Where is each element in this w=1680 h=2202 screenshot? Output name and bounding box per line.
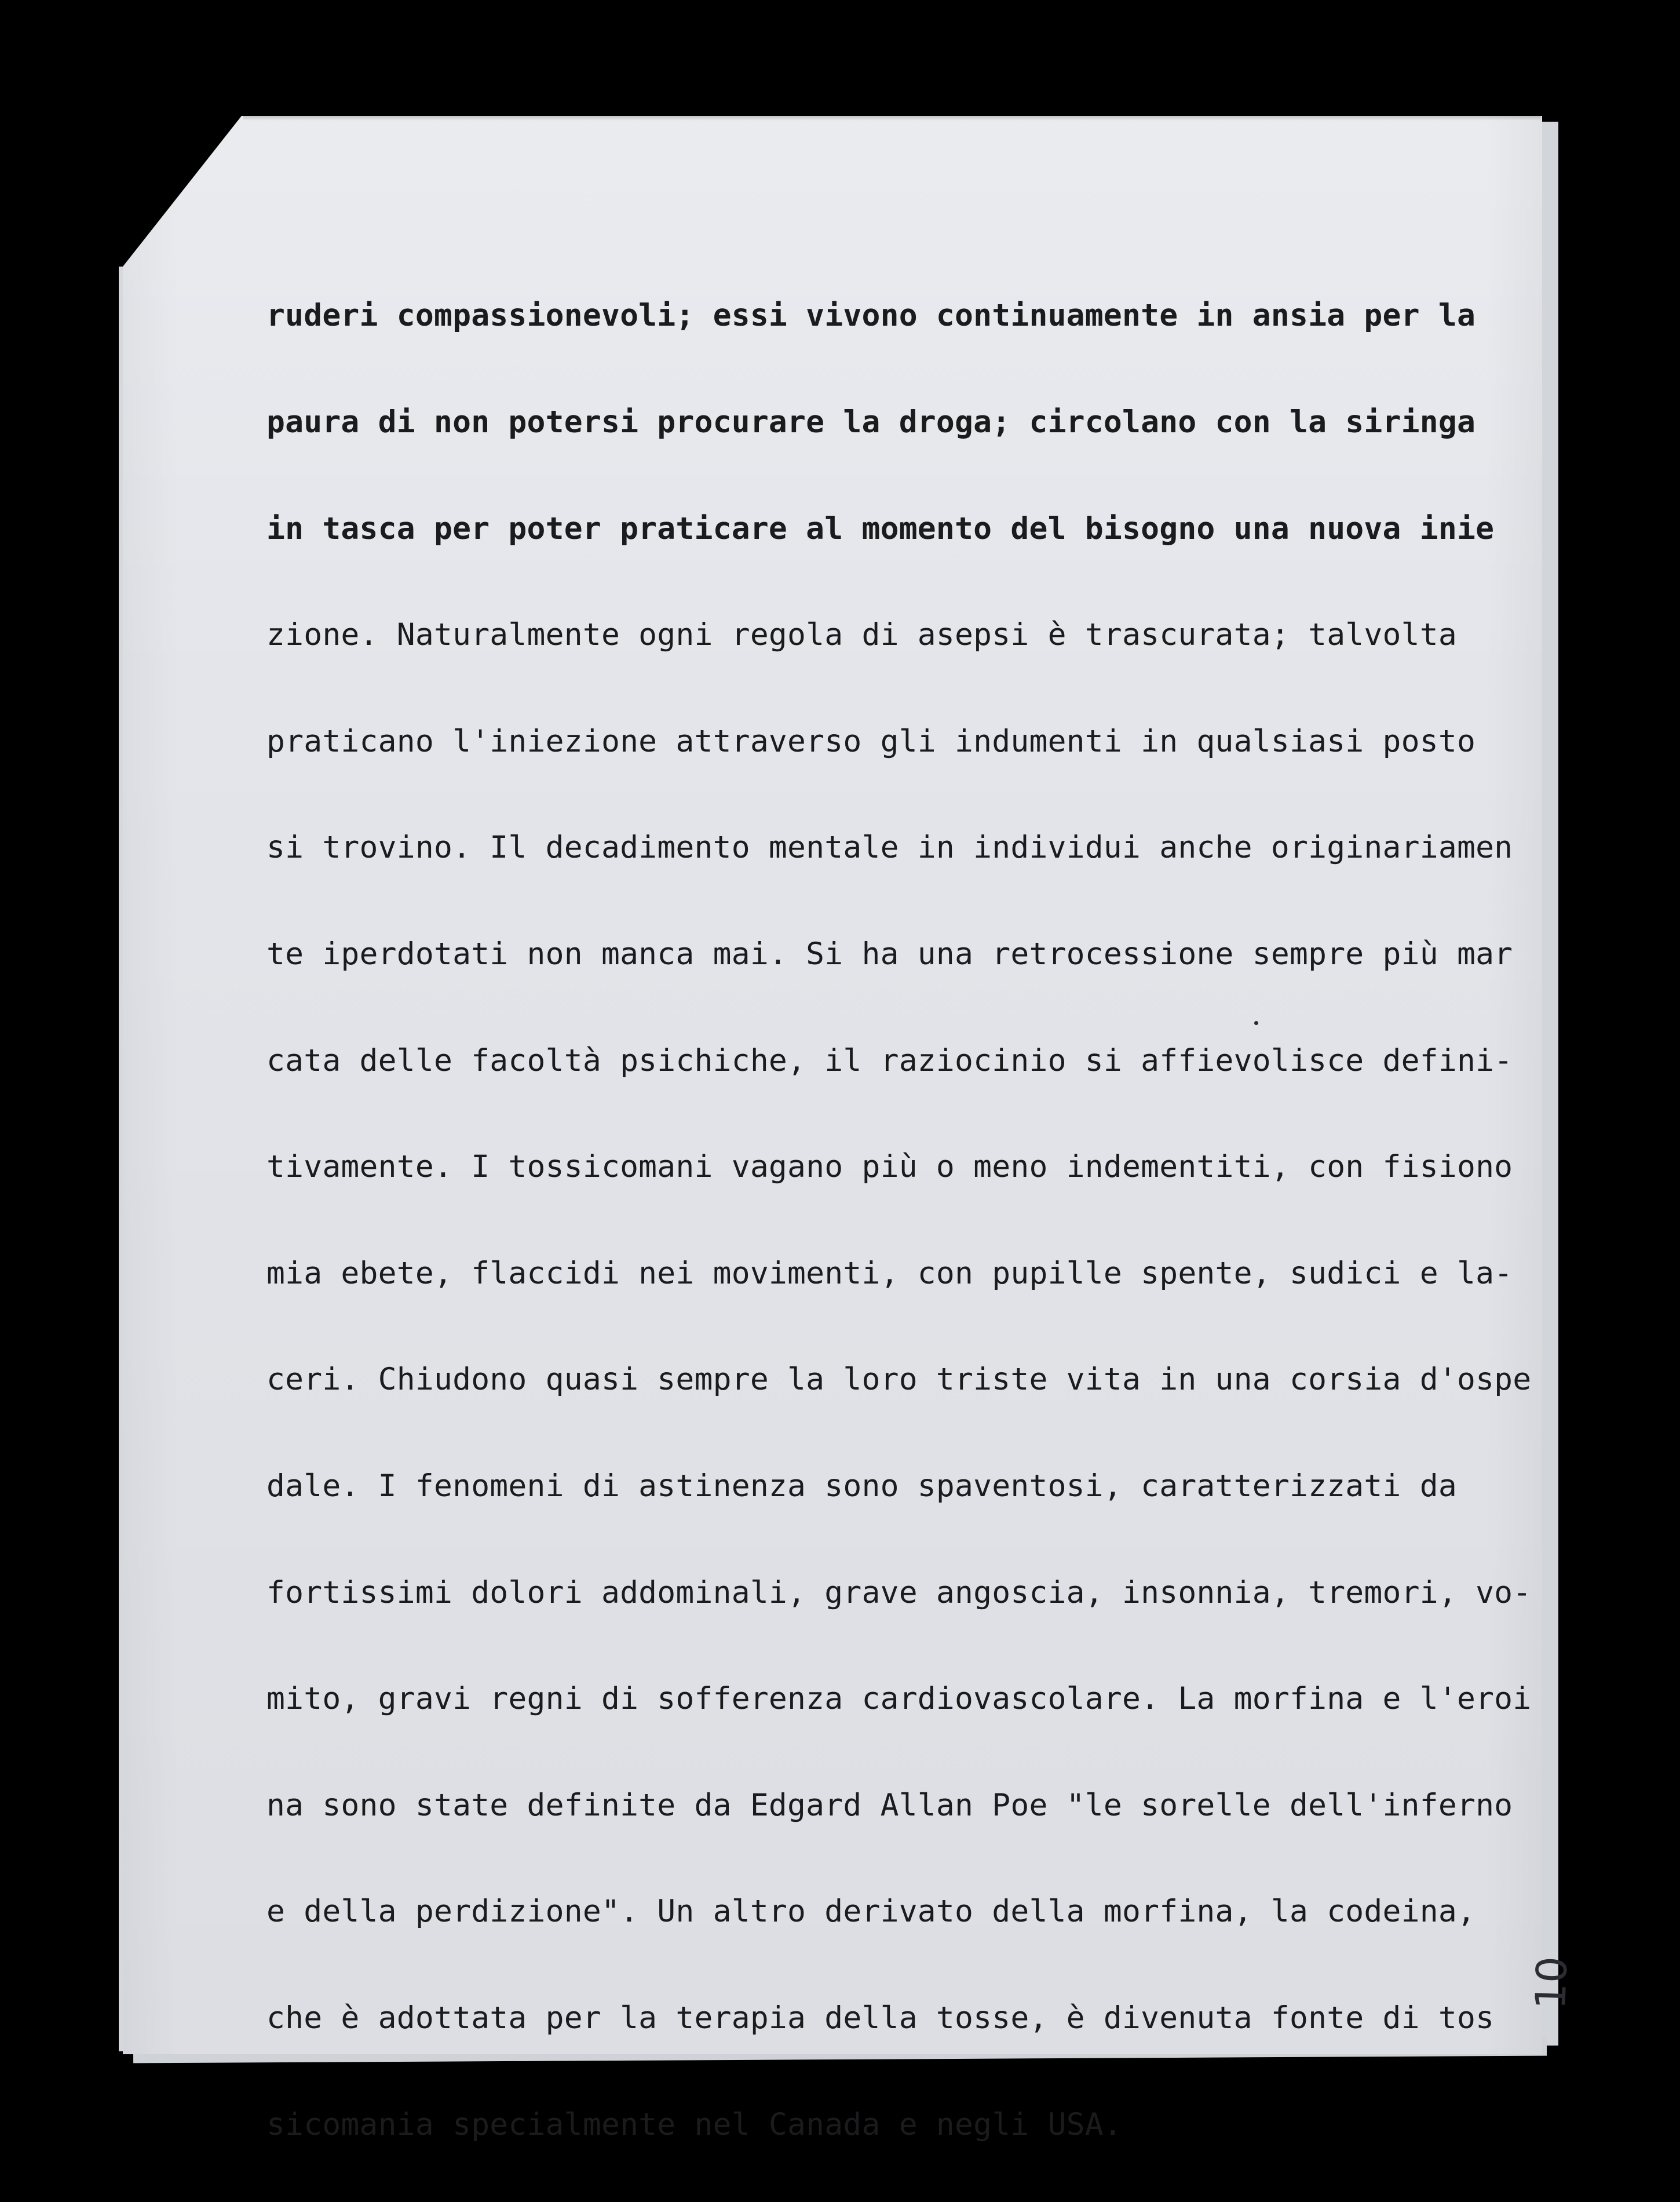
text-line-16: e della perdizione". Un altro derivato della morfina, la codeina, bbox=[266, 1894, 1476, 1930]
text-line-18: sicomania specialmente nel Canada e negli USA. bbox=[266, 2106, 1122, 2142]
text-line-10: mia ebete, flaccidi nei movimenti, con pupille spente, sudici e la- bbox=[266, 1255, 1513, 1291]
text-line-13: fortissimi dolori addominali, grave angoscia, insonnia, tremori, vo- bbox=[266, 1574, 1532, 1610]
text-line-15: na sono state definite da Edgard Allan Poe "le sorelle dell'inferno bbox=[266, 1787, 1513, 1823]
ink-speck bbox=[1254, 1021, 1258, 1025]
text-line-3: in tasca per poter praticare al momento del bisogno una nuova inie bbox=[266, 511, 1495, 546]
typed-paragraph bbox=[266, 227, 1532, 2178]
text-line-7: te iperdotati non manca mai. Si ha una retrocessione sempre più mar bbox=[266, 936, 1513, 972]
text-line-14: mito, gravi regni di sofferenza cardiovascolare. La morfina e l'eroi bbox=[266, 1681, 1532, 1717]
undersheet-right-edge bbox=[1541, 122, 1558, 2046]
handwritten-page-number: 10 bbox=[1526, 1955, 1577, 2011]
text-line-6: si trovino. Il decadimento mentale in individui anche originariamen bbox=[266, 830, 1513, 866]
text-line-5: praticano l'iniezione attraverso gli indumenti in qualsiasi posto bbox=[266, 723, 1476, 759]
text-line-12: dale. I fenomeni di astinenza sono spaventosi, caratterizzati da bbox=[266, 1468, 1457, 1504]
text-line-11: ceri. Chiudono quasi sempre la loro triste vita in una corsia d'ospe bbox=[266, 1362, 1532, 1398]
page-top-shadow bbox=[243, 116, 1541, 121]
text-line-1: ruderi compassionevoli; essi vivono continuamente in ansia per la bbox=[266, 298, 1476, 334]
text-line-8: cata delle facoltà psichiche, il raziocinio si affievolisce defini- bbox=[266, 1042, 1513, 1078]
text-line-9: tivamente. I tossicomani vagano più o meno indementiti, con fisiono bbox=[266, 1149, 1513, 1185]
text-line-4: zione. Naturalmente ogni regola di asepsi è trascurata; talvolta bbox=[266, 617, 1457, 653]
text-line-17: che è adottata per la terapia della tosse, è divenuta fonte di tos bbox=[266, 2000, 1495, 2036]
text-line-2: paura di non potersi procurare la droga; circolano con la siringa bbox=[266, 404, 1476, 440]
